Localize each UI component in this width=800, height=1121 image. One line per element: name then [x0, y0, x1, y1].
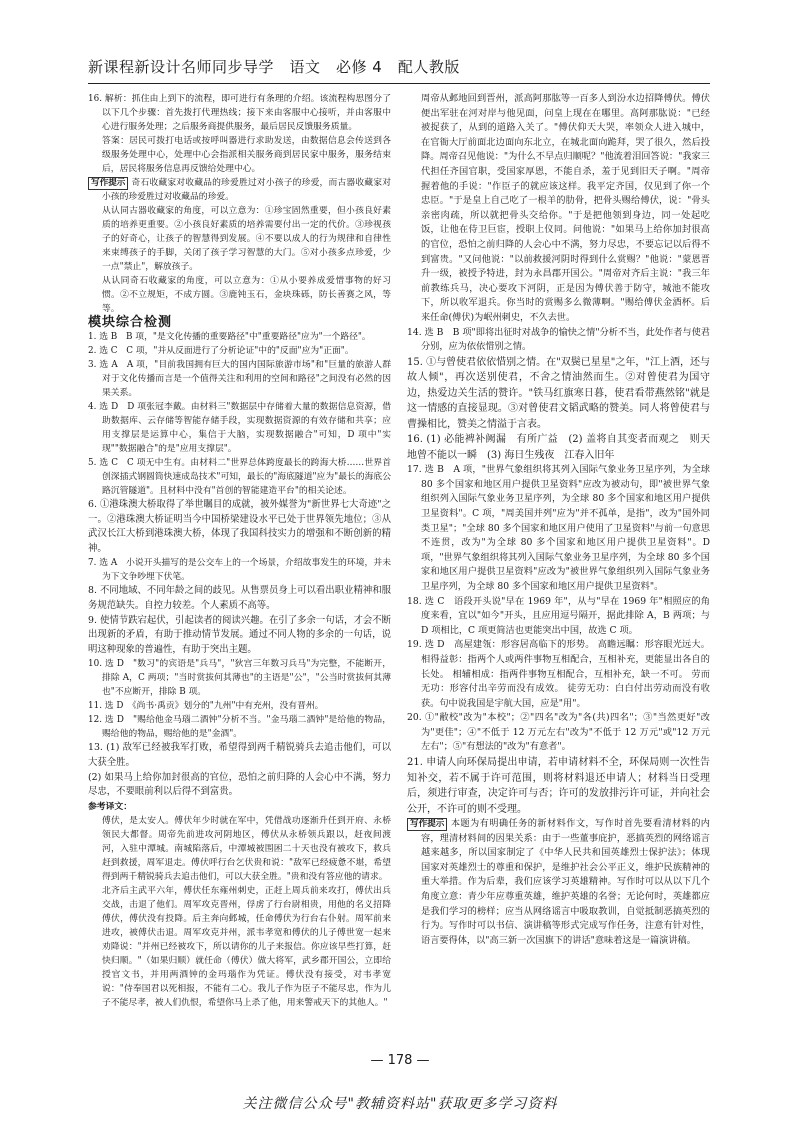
paragraph-text: 21. 申请人向环保局提出申请，若申请材料不全，环保局则一次性告知补交，若不属于许可范围，则将材料退还申请人；材料当日受理后，须进行审查，决定许可与否；许可的发放排污许可证，并向社会公开，不许可的则不受理。: [407, 757, 710, 815]
paragraph-text: 从认同奇石收藏家的角度，可以立意为：①从小要养成爱惜事物的好习惯。②不立规矩，不成方圆。③鹿钝玉石，金块珠砾，防长善赛之风，等等。: [102, 276, 391, 314]
right-paragraph: [407, 92, 710, 326]
paragraph-text: 11. 选 D 《尚书·禹贡》划分的"九州"中有充州，没有晋州。: [88, 701, 324, 712]
left-paragraph: [88, 800, 391, 814]
left-paragraph: [88, 713, 391, 741]
paragraph-text: 答案：居民可拨打电话或按呼叫器进行求助发送，由数据信息会传送到各级服务处理中心，处理中心会指派相关服务商到居民家中服务，服务结束后，居民将服务信息再反馈给处理中心。: [102, 136, 391, 174]
right-paragraph: [407, 326, 710, 355]
paragraph-text: (2) 如果马上给你加封很高的官位，恐怕之前归降的人会心中不满，努力尽忠，不要眼前利以后得不到富贵。: [88, 771, 391, 798]
left-paragraph: [88, 657, 391, 699]
paragraph-text: 北齐后主武平六年，傅伏任东雍州刺史，正赶上周兵前来攻打，傅伏出兵交战，击退了他们。周军攻克晋州，俘虏了行台尉相贵，用他的名义招降傅伏，傅伏没有投降。后主奔向邺城，任命傅伏为行台右仆射。周军前来进攻，被傅伏击退。周军攻克并州，派韦孝宽和傅伏的儿子傅世宽一起来劝降说："并州已经被攻下，所以请你的儿子来报信。你应该早些打算，赶快归顺。"（如果归顺）就任命（傅伏）做大将军，武乡郡开国公，立即给授官文书，并用两酒钟的金玛瑙作为凭证。傅伏没有接受，对韦孝宽说："侍奉国君以死相报，不能有二心。我儿子作为臣子不能尽忠，作为儿子不能尽孝，被人们仇恨，希望你马上杀了他，用来警戒天下的其他人。": [102, 885, 391, 1008]
right-paragraph: [407, 638, 710, 711]
paragraph-text: 19. 选 D 高屋建瓴：形容居高临下的形势。 高瞻远瞩：形容眼光远大。 相得益彰：指两个人或两件事物互相配合，互相补充，更能显出各自的长处。 相辅相成：指两件事物互相配合，互相补充，缺一不可。 劳而无功：形容付出辛劳而没有成效。 徒劳无功：白白付出劳动而没有收获。句中说我国是宇航大国，应是"用"。: [407, 639, 710, 709]
running-header: 新课程新设计名师同步导学 语文 必修 4 配人教版: [88, 58, 460, 76]
right-paragraph: [407, 355, 710, 433]
right-paragraph: [407, 595, 710, 639]
header-rule: [88, 83, 710, 84]
left-paragraph: [88, 274, 391, 316]
paragraph-text: 16. (1) 必能裨补阙漏 有所广益 (2) 盖将自其变者而观之 则天地曾不能以一瞬 (3) 海日生残夜 江春入旧年: [407, 434, 710, 461]
paragraph-text: 1. 选 B B 项，"是文化传播的重要路径"中"重要路径"应为"一个路径"。: [88, 332, 371, 342]
left-paragraph: [88, 741, 391, 770]
right-paragraph: [407, 817, 710, 948]
left-paragraph: [88, 456, 391, 498]
writing-tip-tag: 写作提示: [88, 177, 128, 190]
left-paragraph: [88, 176, 391, 204]
left-paragraph: [88, 330, 391, 344]
left-paragraph: [88, 204, 391, 274]
paragraph-text: 6. ①港珠澳大桥取得了举世瞩目的成就，被外媒誉为"新世界七大奇迹"之一。②港珠澳大桥证明当今中国桥梁建设水平已处于世界领先地位；③从武汉长江大桥到港珠澳大桥，体现了我国科技实力的增强和不断创新的精神。: [88, 499, 391, 554]
paragraph-text: 14. 选 B B 项"即将出征时对战争的愉快之情"分析不当，此处作者与使君分别，应为依依惜别之情。: [407, 326, 710, 353]
paragraph-text: 周帝从邺地回到晋州，派高阿那肱等一百多人到汾水边招降傅伏。傅伏便出军驻在河对岸与他见面，问皇上现在在哪里。高阿那肱说："已经被捉获了，从到的道路入关了。"傅伏仰天大哭，率领众人进入城中，在官衙大厅前面北边面向东北立，在城北面向跪拜，哭了很久，然后投降。周帝召见他说："为什么不早点归顺呢？"他流着泪回答说："我家三代担任齐国官职，受国家厚恩，不能自杀，羞于见到旧天子啊。"周帝握着他的手说："作臣子的就应该这样。我平定齐国，仅见到了你一个忠臣。"于是皇上自己吃了一根羊的肋骨，把骨头赐给傅伏，说："骨头亲密肉疏，所以就把骨头交给你。"于是把他领到身边，同一处起吃饭，让他在侍卫巨宦，授职上仪同。问他说："如果马上给你加封很高的官位，恐怕之前归降的人会心中不满，努力尽忠，不要忘记以后得不到富贵。"又问他说："以前救援河阴时得到什么赏赐？"他说："蒙恩晋升一级，被授予特进，封为永昌郡开国公。"周帝对齐后主说："我三年前教练兵马，决心要攻下河阴，正是因为傅伏善于防守，城池不能攻下，所以收军退兵。你当时的赏赐多么微薄啊。"赐给傅伏金酒杯。后来任命(傅伏)为岷州刺史，不久去世。: [421, 93, 710, 323]
right-paragraph: [407, 755, 710, 817]
paragraph-text: 16. 解析：抓住由上到下的流程，即可进行有条理的介绍。该流程构思图分了以下几个步骤：首先拨打代理热线；接下来由客服中心接听，并由客服中心进行服务处理；之后服务商提供服务，最后居民反馈服务质量。: [88, 94, 391, 132]
paragraph-text: 12. 选 D "赐给他金马瑙二酒钟"分析不当。"金马瑙二酒钟"是给他的物品，赐给他的物品，赐给他的是"金酒"。: [88, 715, 391, 740]
page-number: — 178 —: [370, 1053, 430, 1068]
paragraph-text: 模块综合检测: [88, 315, 173, 330]
left-paragraph: [88, 699, 391, 713]
paragraph-text: 本题为有明确任务的新材料作文，写作时首先要看清材料的内容，理清材料间的因果关系：由于一些董事庇护，恶搞英烈的网络谣言越来越多，所以国家制定了《中华人民共和国英雄烈士保护法》；体现国家对英雄烈士的尊重和保护，是维护社会公平正义，维护民族精神的重大举措。作为后辈，我们应该学习英雄精神。写作时可以从以下几个角度立意：青少年应尊重英雄，维护英雄的名誉；无论何时，英雄都应是我们学习的榜样；应当从网络谣言中吸取教训，自觉抵制恶搞英烈的行为。写作时可以书信、演讲稿等形式完成写作任务，注意有针对性，语言要得体，以"高三新一次国旗下的讲话"意味着这是一篇演讲稿。: [421, 818, 710, 946]
left-column: [88, 92, 391, 1010]
paragraph-text: 5. 选 C C 项无中生有。由材料二"世界总体跨度最长的跨海大桥……世界首创深插式钢圆筒快速成岛技术"可知，最长的"海底隧道"应为"最长的海底公路沉管隧道"。且材料中没有"首创的智能建造平台"的相关论述。: [88, 458, 391, 496]
left-paragraph: [88, 556, 391, 584]
right-paragraph: [407, 432, 710, 463]
paragraph-text: 8. 不同地域、不同年龄之间的歧见。从售票员身上可以看出职业精神和服务规范缺失。自控力较差。个人素质不高等。: [88, 585, 391, 611]
paragraph-text: 10. 选 D "数习"的宾语是"兵马"，"狄宫三年数习兵马"为完整，不能断开，排除 A，C 两项；"当时赏拔何其薄也"的主语是"公"，"公当时赏拔何其薄也"不应断开，排除 B 项。: [88, 659, 391, 698]
paragraph-text: 7. 选 A 小说开头描写的是公交车上的一个场景，介绍故事发生的环境，并未为下文争吵埋下伏笔。: [88, 558, 391, 583]
footer-note: 关注微信公众号"教辅资料站"获取更多学习资料: [242, 1096, 558, 1112]
left-paragraph: [88, 884, 391, 1010]
paragraph-text: 3. 选 A A 项，"目前我国拥有巨大的国内国际旅游市场"和"巨量的旅游人群对于文化传播而言是一个值得关注和利用的空间和路径"之间没有必然的因果关系。: [88, 360, 391, 398]
paragraph-text: 9. 使情节跌宕起伏，引起读者的阅读兴趣。在引了多余一句话，才会不断出现新的矛盾，有助于推动情节发展。通过不同人物的多余的一句话，说明这种现象的普遍性，有助于突出主题。: [88, 614, 391, 655]
paragraph-text: 13. (1) 敌军已经被我军打败，希望得到两千精锐骑兵去追击他们，可以大获全胜。: [88, 742, 391, 768]
right-paragraph: [407, 711, 710, 755]
left-paragraph: [88, 134, 391, 176]
paragraph-text: 从认同古器收藏家的角度，可以立意为：①珍宝固然重要，但小孩良好素质的培养更重要。②小孩良好素质的培养需要付出一定的代价。③珍视孩子的好奇心，让孩子的智慧得到发展。④不要以成人的行为规律和自律性来束缚孩子的手脚，关闭了孩子学习智慧的大门。⑤对小孩多点珍爱，少一点"禁止"，解放孩子。: [102, 206, 391, 272]
right-column: [407, 92, 710, 948]
writing-tip-tag: 写作提示: [407, 818, 447, 831]
left-paragraph: [88, 771, 391, 800]
left-paragraph: [88, 358, 391, 400]
section-title: [88, 316, 391, 330]
left-paragraph: [88, 400, 391, 456]
left-paragraph: [88, 614, 391, 658]
paragraph-text: 20. ①"敝校"改为"本校"；②"四名"改为"各(共)四名"；③"当然更好"改为"更佳"；④"不低于 12 万元左右"改为"不低于 12 万元"或"12 万元左右"；⑤"有想法的"改为"有意者"。: [407, 712, 710, 753]
paragraph-text: 4. 选 D D 项张冠李戴。由材料三"数据层中存储着大量的数据信息资源，借助数据库、云存储等智能存储手段，实现数据资源的有效存储和共享；应用支撑层是运算中心，集信于大脑，实现数据融合"可知，D 项中"实现""数据融合"的是"应用支撑层"。: [88, 402, 391, 454]
paragraph-text: 2. 选 C C 项，"并从反面进行了分析论证"中的"反面"应为"正面"。: [88, 346, 354, 356]
paragraph-text: 奇石收藏家对收藏品的珍爱胜过对小孩子的珍爱，而古器收藏家对小孩的珍爱胜过对收藏品的珍爱。: [102, 178, 391, 202]
paragraph-text: 傅伏，是太安人。傅伏年少时就在军中，凭借战功逐渐升任到开府、永桥领民大都督。周帝先前进攻河阴地区，傅伏从永桥领兵跟以，赶夜间渡河，入驻中潭城。南城陷落后，中潭城被围困二十天也没有被攻下，救兵赶到救援，周军退走。傅伏呼行台乞伏贵和说："敌军已经疲惫不堪，希望得到两千精锐骑兵去追击他们，可以大获全胜。"贵和没有答应他的请求。: [102, 815, 391, 882]
left-paragraph: [88, 814, 391, 884]
paragraph-text: 参考译文：: [88, 801, 132, 812]
left-paragraph: [88, 498, 391, 556]
right-paragraph: [407, 463, 710, 594]
left-paragraph: [88, 584, 391, 613]
paragraph-text: 18. 选 C 语段开头说"早在 1969 年"，从与"早在 1969 年"相照应的角度来看，宜以"如今"开头，且应用逗号隔开，据此排除 A，B 两项；与 D 项相比，C 项更简洁也更能突出中国，故选 C 项。: [407, 595, 710, 636]
left-paragraph: [88, 92, 391, 134]
paragraph-text: 17. 选 B A 项，"世界气象组织将其列入国际气象业务卫星序列，为全球 80 多个国家和地区用户提供卫星资料"应改为被动句，即"被世界气象组织列入国际气象业务卫星序列，为全球 80 多个国家和地区用户提供卫星资料"。C 项，"周美国并列"应为"并不孤单，是指"，改为"国外同类卫星"；"全球 80 多个国家和地区用户使用了卫星资料"与前一句意思不连贯，改为"为全球 80 多个国家和地区用户提供卫星资料"。D 项，"世界气象组织将其列入国际气象业务卫星序列，为全球 80 多个国家和地区用户提供卫星资料"应改为"被世界气象组织列入国际气象业务卫星序列，为全球 80 多个国家和地区用户提供卫星资料"。: [407, 464, 710, 592]
paragraph-text: 15. ①与曾使君依依惜别之情。在"双鬓已星星"之年，"江上酒，还与故人倾"，再次送别使君，不舍之情油然而生。②对曾使君为国守边，热爱边关生活的赞许。"铁马红旗寒日暮，使君看带燕然铭"就是这一情感的直接显现。③对曾使君文韬武略的赞美。同人将曾使君与曹操相比，赞美之情溢于言表。: [407, 356, 710, 430]
left-paragraph: [88, 344, 391, 358]
